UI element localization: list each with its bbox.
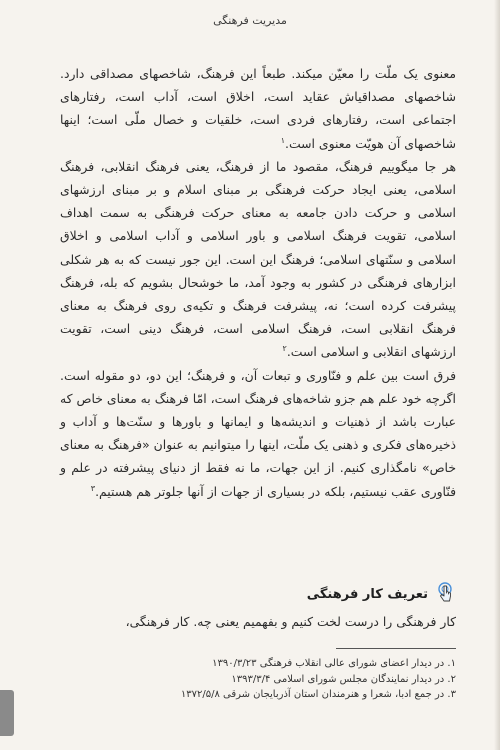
paragraph-3 — [60, 364, 456, 503]
paragraph-2-text: هر جا میگوییم فرهنگ، مقصود ما از فرهنگ، یعنی فرهنگ انقلابی، فرهنگ اسلامی، یعنی ایجاد حرکت فرهنگی بر مبنای اسلام و بر مبنای ارزشهای اسلامی و حرکت دادن جامعه به معنای حرکت فرهنگی به سمت اهداف اسلامی، تقویت فرهنگ اسلامی و باور اسلامی و آداب اسلامی و اخلاق اسلامی و سنّتهای اسلامی؛ فرهنگ این است. این جور نیست که به هر شکلی ابزارهای فرهنگی در کشور به وجود آمد، ما خوشحال بشویم که بله، فرهنگ پیشرفت کرده‌ است؛ نه، پیشرفت فرهنگ و تکیه‌ی روی فرهنگ به معنای فرهنگ انقلابی است، فرهنگ اسلامی است، فرهنگ دینی است، تقویت ارزشهای انقلابی و اسلامی است. — [60, 158, 456, 360]
footnotes — [60, 656, 456, 703]
footnote-ref-2[interactable]: ۲ — [282, 344, 287, 354]
page-edge-shadow — [494, 0, 500, 750]
footnote-divider — [336, 648, 456, 649]
footnote-2: ۲. در دیدار نمایندگان مجلس شورای اسلامی ۱۳۹۳/۳/۴ — [231, 673, 456, 685]
footnote-3: ۳. در جمع ادبا، شعرا و هنرمندان استان آذربایجان شرقی ۱۳۷۲/۵/۸ — [180, 689, 456, 700]
footnote-ref-1[interactable]: ۱ — [280, 135, 286, 145]
paragraph-1-text: معنوی یک ملّت را معیّن میکند. طبعاً این فرهنگ، شاخصهای مصداقی دارد. شاخصهای مصداقیاش عقاید است، اخلاق است، آداب است، رفتارهای اجتماعی است، رفتارهای فردی است، خلقیات و خصال ملّی است؛ اینها شاخصهای آن هویّت معنوی است. — [60, 66, 456, 151]
running-header: مدیریت فرهنگی — [213, 14, 287, 27]
footnote-ref-3[interactable]: ۳ — [90, 483, 96, 493]
body-text — [60, 62, 456, 503]
paragraph-2 — [60, 155, 456, 364]
footnote-1: ۱. در دیدار اعضای شورای عالی انقلاب فرهنگی ۱۳۹۰/۳/۲۳ — [212, 658, 456, 669]
section-heading — [307, 582, 456, 606]
hand-pointer-icon — [434, 582, 456, 606]
paragraph-3-text: فرق است بین علم و فنّاوری و تبعات آن، و فرهنگ؛ این دو، دو مقوله است. اگرچه خود علم هم جزو شاخه‌های فرهنگ است، امّا فرهنگ به معنای خاص که عبارت باشد از ذهنیات و اندیشه‌ها و ایمانها و باورها و سنّت‌ها و آداب و ذخیره‌های فکری و ذهنی یک ملّت، اینها را میتوانیم به عنوان «فرهنگ به معنای خاص» نامگذاری کنیم. از این جهات، ما نه فقط از دنیای پیشرفته در علم و فنّاوری عقب نیستیم، بلکه در بسیاری از جهات از آنها جلوتر هم هستیم. — [60, 367, 456, 499]
section-heading-label: تعریف کار فرهنگی — [306, 586, 428, 602]
spine-edge-mark — [0, 690, 14, 736]
section-first-line: کار فرهنگی را درست لخت کنیم و بفهمیم یعنی چه. کار فرهنگی، — [125, 614, 456, 629]
paragraph-1 — [60, 62, 456, 155]
